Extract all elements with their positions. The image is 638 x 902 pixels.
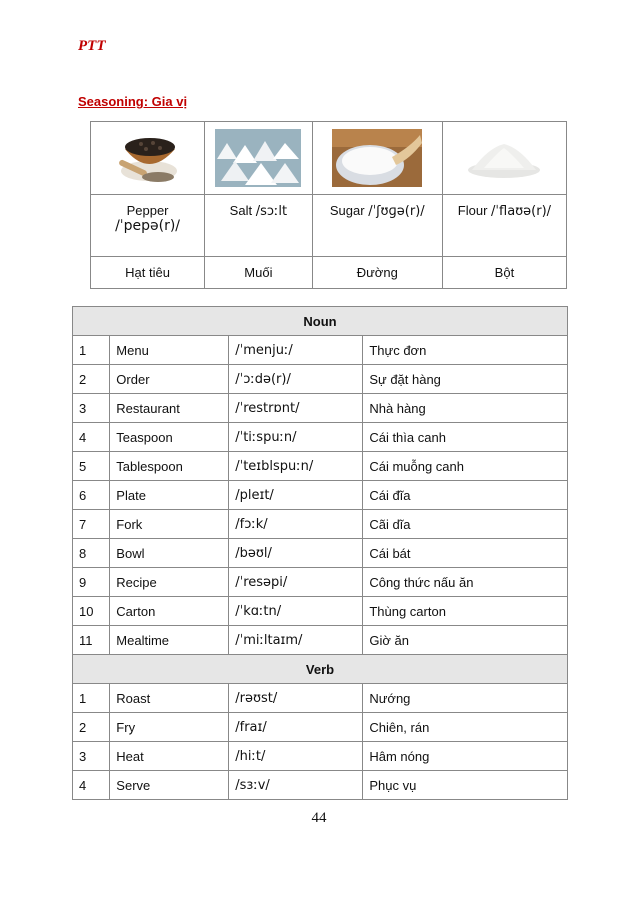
row-number: 3 bbox=[73, 742, 110, 771]
row-number: 5 bbox=[73, 452, 110, 481]
pepper-image-cell bbox=[91, 122, 205, 195]
flour-ipa: /ˈflaʊə(r)/ bbox=[491, 204, 552, 219]
row-meaning: Chiên, rán bbox=[363, 713, 568, 742]
row-number: 10 bbox=[73, 597, 110, 626]
row-meaning: Cãi dĩa bbox=[363, 510, 568, 539]
row-meaning: Thực đơn bbox=[363, 336, 568, 365]
pepper-ipa: /ˈpepə(r)/ bbox=[115, 218, 181, 234]
seasoning-image-row bbox=[91, 122, 567, 195]
row-number: 2 bbox=[73, 713, 110, 742]
row-word: Menu bbox=[110, 336, 229, 365]
row-ipa: /ˈtiːspuːn/ bbox=[229, 423, 363, 452]
row-meaning: Giờ ăn bbox=[363, 626, 568, 655]
row-ipa: /ˈkɑːtn/ bbox=[229, 597, 363, 626]
sugar-cell bbox=[312, 195, 442, 257]
table-row bbox=[73, 452, 568, 481]
row-word: Fork bbox=[110, 510, 229, 539]
row-word: Restaurant bbox=[110, 394, 229, 423]
vocab-table-body bbox=[73, 307, 568, 800]
section-title: Seasoning: Gia vị bbox=[78, 94, 188, 109]
salt-vi: Muối bbox=[205, 257, 313, 289]
sugar-image bbox=[332, 129, 422, 187]
row-ipa: /rəʊst/ bbox=[229, 684, 363, 713]
noun-header-row bbox=[73, 307, 568, 336]
row-number: 4 bbox=[73, 423, 110, 452]
pepper-image bbox=[113, 127, 183, 189]
row-ipa: /fraɪ/ bbox=[229, 713, 363, 742]
row-ipa: /ˈresəpi/ bbox=[229, 568, 363, 597]
row-word: Mealtime bbox=[110, 626, 229, 655]
flour-cell bbox=[442, 195, 566, 257]
table-row bbox=[73, 771, 568, 800]
table-row bbox=[73, 481, 568, 510]
salt-ipa: /sɔːlt bbox=[255, 204, 288, 219]
sugar-vi: Đường bbox=[312, 257, 442, 289]
sugar-image-cell bbox=[312, 122, 442, 195]
table-row bbox=[73, 394, 568, 423]
sugar-name: Sugar bbox=[329, 203, 365, 218]
row-meaning: Cái đĩa bbox=[363, 481, 568, 510]
pepper-vi: Hạt tiêu bbox=[91, 257, 205, 289]
table-row bbox=[73, 597, 568, 626]
verb-header-row bbox=[73, 655, 568, 684]
row-meaning: Phục vụ bbox=[363, 771, 568, 800]
row-ipa: /ˈmenjuː/ bbox=[229, 336, 363, 365]
row-word: Recipe bbox=[110, 568, 229, 597]
seasoning-table bbox=[90, 121, 567, 289]
row-ipa: /fɔːk/ bbox=[229, 510, 363, 539]
row-meaning: Cái thìa canh bbox=[363, 423, 568, 452]
row-word: Bowl bbox=[110, 539, 229, 568]
table-row bbox=[73, 365, 568, 394]
row-word: Fry bbox=[110, 713, 229, 742]
row-word: Carton bbox=[110, 597, 229, 626]
table-row bbox=[73, 742, 568, 771]
row-ipa: /bəʊl/ bbox=[229, 539, 363, 568]
table-row bbox=[73, 423, 568, 452]
row-word: Heat bbox=[110, 742, 229, 771]
page-number: 44 bbox=[311, 810, 327, 826]
row-word: Serve bbox=[110, 771, 229, 800]
flour-vi: Bột bbox=[442, 257, 566, 289]
salt-name: Salt bbox=[229, 203, 253, 218]
sugar-ipa: /ˈʃʊɡə(r)/ bbox=[368, 204, 425, 219]
row-number: 2 bbox=[73, 365, 110, 394]
row-number: 11 bbox=[73, 626, 110, 655]
row-ipa: /sɜːv/ bbox=[229, 771, 363, 800]
row-ipa: /ˈrestrɒnt/ bbox=[229, 394, 363, 423]
row-meaning: Sự đặt hàng bbox=[363, 365, 568, 394]
flour-name: Flour bbox=[457, 203, 488, 218]
row-meaning: Nhà hàng bbox=[363, 394, 568, 423]
table-row bbox=[73, 336, 568, 365]
row-meaning: Hâm nóng bbox=[363, 742, 568, 771]
pepper-cell bbox=[91, 195, 205, 257]
row-ipa: /hiːt/ bbox=[229, 742, 363, 771]
row-ipa: /pleɪt/ bbox=[229, 481, 363, 510]
row-meaning: Thùng carton bbox=[363, 597, 568, 626]
row-meaning: Cái muỗng canh bbox=[363, 452, 568, 481]
row-meaning: Nướng bbox=[363, 684, 568, 713]
table-row bbox=[73, 713, 568, 742]
row-meaning: Công thức nấu ăn bbox=[363, 568, 568, 597]
vocab-table bbox=[72, 306, 568, 800]
table-row bbox=[73, 539, 568, 568]
row-word: Tablespoon bbox=[110, 452, 229, 481]
seasoning-vietnamese-row bbox=[91, 257, 567, 289]
row-ipa: /ˈteɪblspuːn/ bbox=[229, 452, 363, 481]
row-word: Roast bbox=[110, 684, 229, 713]
row-number: 4 bbox=[73, 771, 110, 800]
table-row bbox=[73, 626, 568, 655]
row-number: 9 bbox=[73, 568, 110, 597]
row-number: 7 bbox=[73, 510, 110, 539]
seasoning-name-row bbox=[91, 195, 567, 257]
verb-header: Verb bbox=[73, 655, 568, 684]
salt-image-cell bbox=[205, 122, 313, 195]
table-row bbox=[73, 684, 568, 713]
row-number: 3 bbox=[73, 394, 110, 423]
row-number: 8 bbox=[73, 539, 110, 568]
flour-image bbox=[464, 134, 544, 182]
noun-header: Noun bbox=[73, 307, 568, 336]
row-word: Teaspoon bbox=[110, 423, 229, 452]
row-ipa: /ˈmiːltaɪm/ bbox=[229, 626, 363, 655]
row-number: 1 bbox=[73, 336, 110, 365]
row-ipa: /ˈɔːdə(r)/ bbox=[229, 365, 363, 394]
row-word: Plate bbox=[110, 481, 229, 510]
flour-image-cell bbox=[442, 122, 566, 195]
table-row bbox=[73, 568, 568, 597]
table-row bbox=[73, 510, 568, 539]
row-meaning: Cái bát bbox=[363, 539, 568, 568]
salt-image bbox=[215, 129, 301, 187]
pepper-name: Pepper bbox=[126, 203, 169, 218]
salt-cell bbox=[205, 195, 313, 257]
page-header: PTT bbox=[78, 38, 106, 54]
row-word: Order bbox=[110, 365, 229, 394]
row-number: 1 bbox=[73, 684, 110, 713]
row-number: 6 bbox=[73, 481, 110, 510]
